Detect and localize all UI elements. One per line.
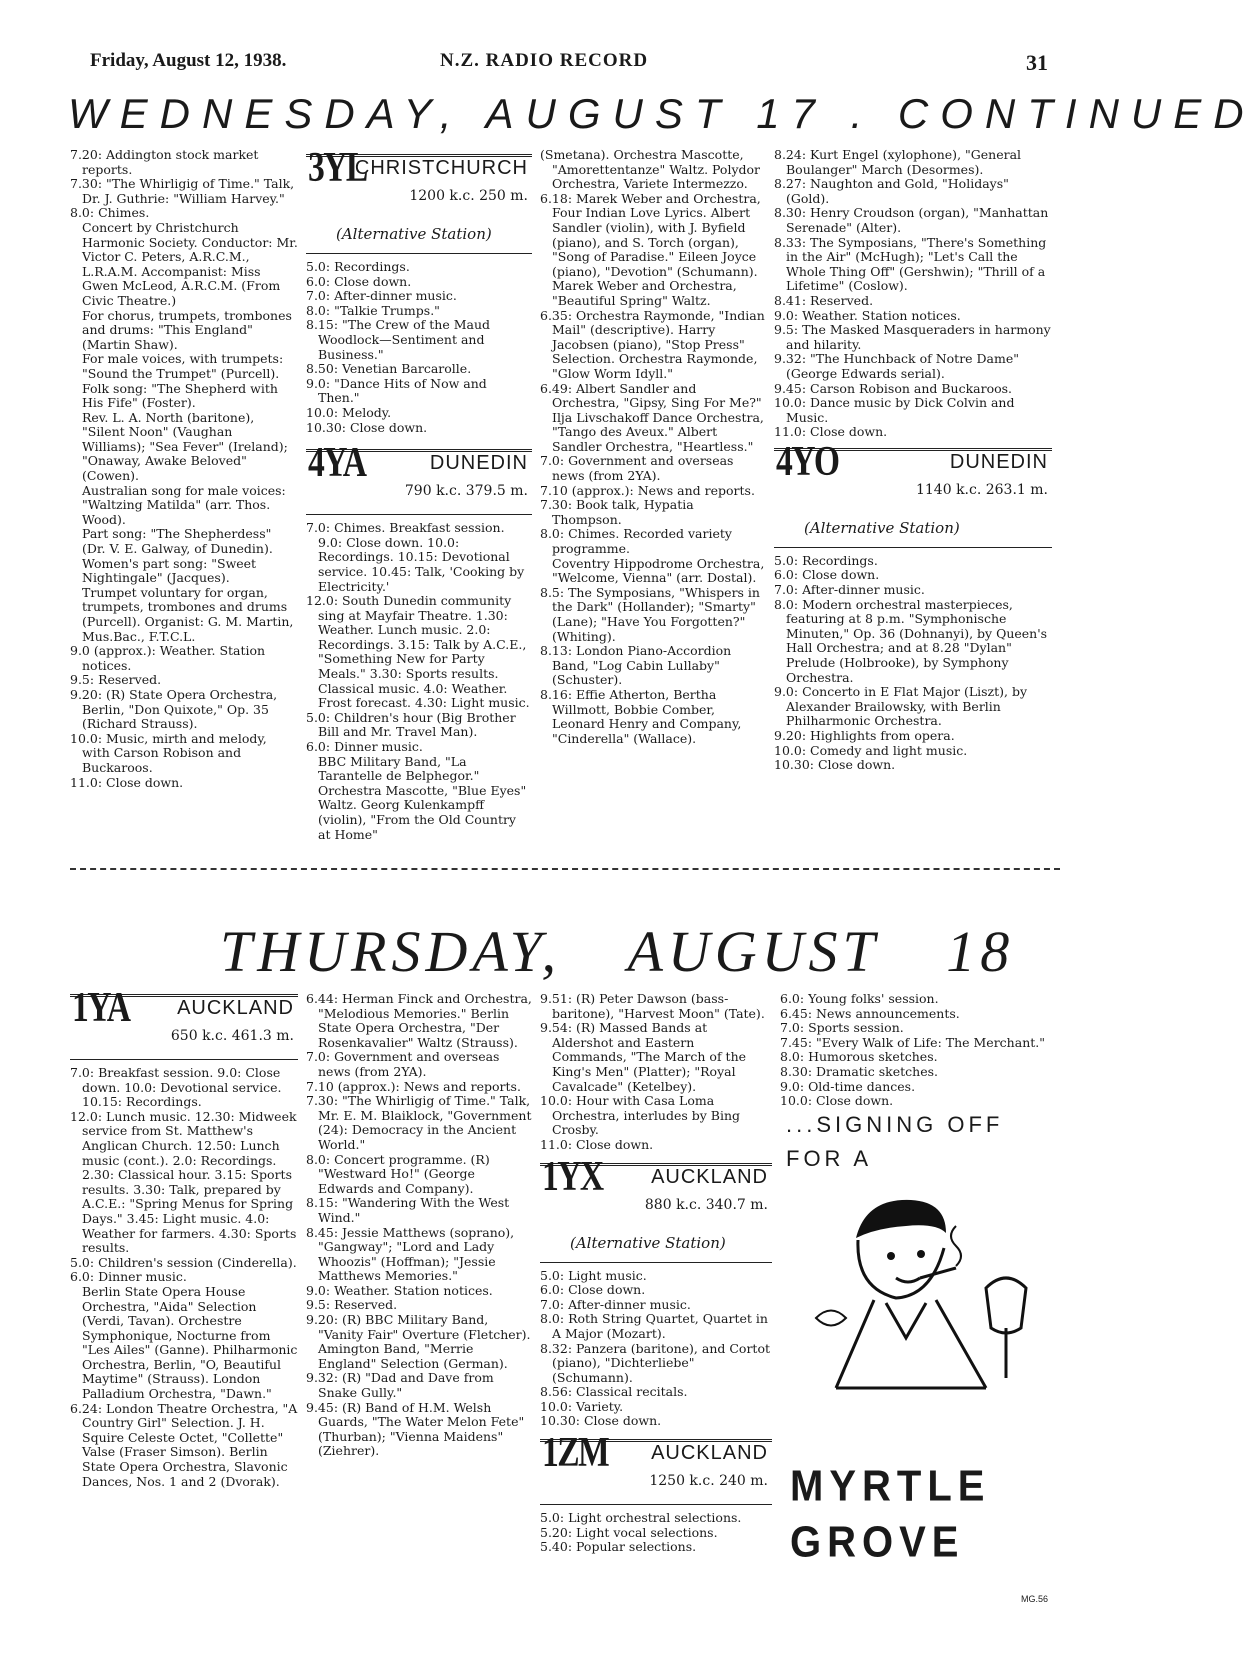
- program-entry: 5.0: Light music.: [540, 1267, 647, 1283]
- page-number: 31: [1026, 50, 1048, 75]
- program-entry: 6.0: Young folks' session.: [780, 991, 939, 1006]
- station-alternative: (Alternative Station): [570, 1233, 726, 1252]
- program-entry: 8.30: Dramatic sketches.: [780, 1063, 939, 1079]
- program-entry: 7.0: After-dinner music.: [306, 288, 457, 304]
- program-entry: 5.0: Recordings.: [774, 552, 878, 568]
- station-city: DUNEDIN: [949, 450, 1048, 473]
- program-entry: 8.30: Henry Croudson (organ), "Manhattan Serenade" (Alter).: [774, 205, 1049, 235]
- program-entry: 8.5: The Symposians, "Whispers in the Dark" (Hollander); "Smarty" (Lane); "Have You Forgotten?" (Whiting).: [540, 584, 760, 644]
- thursday-banner: THURSDAY, AUGUST 18: [220, 919, 1015, 984]
- program-entry: 8.24: Kurt Engel (xylophone), "General Boulanger" March (Desormes).: [774, 147, 1022, 177]
- myrtle-grove-advertisement: [786, 1112, 1056, 1632]
- program-entry: 9.20: (R) State Opera Orchestra, Berlin, "Don Quixote," Op. 35 (Richard Strauss).: [70, 686, 278, 732]
- program-list-wed-col4: [774, 148, 1052, 440]
- program-list-thu-col3: [540, 992, 772, 1153]
- station-block-4ya: [306, 440, 532, 515]
- station-city: CHRISTCHURCH: [354, 157, 528, 179]
- ad-brand-line-2: GROVE: [790, 1517, 965, 1567]
- program-list-1ya: [70, 1066, 298, 1489]
- program-entry: 7.0: After-dinner music.: [774, 582, 925, 598]
- program-entry: 11.0: Close down.: [774, 424, 888, 440]
- station-call: 3YL: [308, 145, 367, 191]
- program-entry: 7.0: Government and overseas news (from 2YA).: [540, 453, 734, 484]
- program-list-1yx: [540, 1269, 772, 1430]
- program-entry: Trumpet voluntary for organ, trumpets, trombones and drums (Purcell). Organist: G. M. Martin, Mus.Bac., F.T.C.L.: [82, 584, 294, 644]
- program-entry: 8.32: Panzera (baritone), and Cortot (piano), "Dichterliebe" (Schumann).: [540, 1340, 770, 1385]
- wed-column-1: [70, 148, 298, 790]
- program-entry: 9.32: "The Hunchback of Notre Dame" (George Edwards serial).: [774, 351, 1020, 381]
- program-entry: 9.45: (R) Band of H.M. Welsh Guards, "The Water Melon Fete" (Thurban); "Vienna Maidens" (Ziehrer).: [306, 1399, 525, 1459]
- station-frequency: 1250 k.c. 240 m.: [649, 1473, 768, 1490]
- station-frequency: 1200 k.c. 250 m.: [409, 188, 528, 204]
- station-frequency: 1140 k.c. 263.1 m.: [915, 481, 1048, 498]
- station-frequency: 650 k.c. 461.3 m.: [170, 1028, 294, 1044]
- program-entry: 10.0: Music, mirth and melody, with Carson Robison and Buckaroos.: [70, 730, 267, 775]
- program-entry: 8.0: Chimes. Recorded variety programme.: [540, 526, 732, 557]
- program-entry: 10.0: Comedy and light music.: [774, 742, 968, 758]
- program-entry: Coventry Hippodrome Orchestra, "Welcome, Vienna" (arr. Dostal).: [552, 555, 765, 586]
- wed-column-2: [306, 145, 532, 842]
- program-entry: (Smetana). Orchestra Mascotte, "Amorettentanze" Waltz. Polydor Orchestra, Variete Intermezzo.: [540, 147, 761, 192]
- program-entry: Amington Band, "Merrie England" Selection (German).: [318, 1341, 508, 1371]
- program-entry: BBC Military Band, "La Tarantelle de Belphegor." Orchestra Mascotte, "Blue Eyes" Waltz. Georg Kulenkampff (violin), "From the Old Country at Home": [318, 753, 527, 842]
- program-entry: 8.0: Modern orchestral masterpieces, featuring at 8 p.m. "Symphonische Minuten," Op. 36 (Dohnanyi), by Queen's Hall Orchestra; and at 8.28 "Dylan" Prelude (Holbrooke), by Symphony Orchestra.: [774, 596, 1048, 685]
- program-entry: 7.0: Government and overseas news (from 2YA).: [306, 1049, 500, 1079]
- program-entry: 8.16: Effie Atherton, Bertha Willmott, Bobbie Comber, Leonard Henry and Company, "Cinderella" (Wallace).: [540, 686, 742, 746]
- ad-code: MG.56: [1020, 1594, 1048, 1604]
- station-call: 1YA: [72, 985, 130, 1031]
- program-entry: Women's part song: "Sweet Nightingale" (Jacques).: [82, 555, 257, 586]
- program-entry: 7.0: Sports session.: [780, 1020, 904, 1036]
- program-entry: Rev. L. A. North (baritone), "Silent Noon" (Vaughan Williams); "Sea Fever" (Ireland); "Onaway, Awake Beloved" (Cowen).: [82, 409, 288, 484]
- program-entry: 8.45: Jessie Matthews (soprano), "Gangway"; "Lord and Lady Whoozis" (Hoffman); "Jessie Matthews Memories.": [306, 1224, 515, 1284]
- wed-column-4: [774, 148, 1052, 773]
- station-alternative: (Alternative Station): [804, 518, 960, 537]
- program-entry: 10.30: Close down.: [540, 1413, 662, 1429]
- program-entry: 8.41: Reserved.: [774, 292, 874, 308]
- wednesday-banner: WEDNESDAY, AUGUST 17 . CONTINUED: [68, 90, 1256, 137]
- program-entry: 5.40: Popular selections.: [540, 1539, 697, 1555]
- program-entry: 12.0: Lunch music. 12.30: Midweek service from St. Matthew's Anglican Church. 12.50: Lunch music (cont.). 2.0: Recordings. 2.30: Classical hour. 3.15: Sports results. 3.30: Talk, prepared by A.C.E.: "Spring Menus for Spring Days." 3.45: Light music. 4.0: Weather for farmers. 4.30: Sports results.: [70, 1108, 297, 1256]
- program-entry: 9.0: Weather. Station notices.: [306, 1282, 493, 1298]
- program-entry: 9.54: (R) Massed Bands at Aldershot and Eastern Commands, "The March of the King's Men" (Platter); "Royal Cavalcade" (Ketelbey).: [540, 1020, 747, 1094]
- program-entry: 6.0: Close down.: [306, 273, 412, 289]
- program-entry: 6.0: Dinner music.: [70, 1269, 187, 1285]
- program-entry: 6.49: Albert Sandler and Orchestra, "Gipsy, Sing For Me?" Ilja Livschakoff Dance Orchestra, "Tango des Aveux." Albert Sandler Orchestra, "Heartless.": [540, 380, 764, 454]
- station-block-4yo: [774, 438, 1052, 548]
- program-list-4yo: [774, 554, 1052, 773]
- ad-brand-line-1: MYRTLE: [790, 1461, 991, 1511]
- program-entry: 9.5: Reserved.: [70, 672, 162, 688]
- station-city: AUCKLAND: [177, 997, 294, 1019]
- station-call: 1YX: [542, 1153, 603, 1200]
- program-list-4ya: [306, 521, 532, 842]
- program-entry: Part song: "The Shepherdess" (Dr. V. E. Galway, of Dunedin).: [82, 526, 273, 557]
- station-city: AUCKLAND: [651, 1442, 768, 1465]
- program-entry: 7.0: After-dinner music.: [540, 1296, 691, 1312]
- thu-column-3: [540, 992, 772, 1555]
- program-entry: 9.45: Carson Robison and Buckaroos.: [774, 380, 1013, 396]
- program-entry: 8.15: "Wandering With the West Wind.": [306, 1195, 510, 1225]
- program-entry: 8.0: Humorous sketches.: [780, 1049, 938, 1065]
- program-entry: Folk song: "The Shepherd with His Fife" (Foster).: [82, 380, 278, 411]
- wed-column-3: [540, 148, 766, 746]
- program-entry: 8.0: Chimes.: [70, 205, 150, 221]
- program-entry: 5.0: Children's hour (Big Brother Bill and Mr. Travel Man).: [306, 709, 516, 740]
- program-entry: 7.10 (approx.): News and reports.: [540, 482, 755, 498]
- program-list-1zm: [540, 1511, 772, 1555]
- program-entry: 10.0: Hour with Casa Loma Orchestra, interludes by Bing Crosby.: [540, 1093, 741, 1138]
- program-entry: 5.20: Light vocal selections.: [540, 1524, 718, 1540]
- program-entry: 12.0: South Dunedin community sing at Mayfair Theatre. 1.30: Weather. Lunch music. 2.0: Recordings. 3.15: Talk by A.C.E., "Something New for Party Meals." 3.30: Sports results. Classical music. 4.0: Weather. Frost forecast. 4.30: Light music.: [306, 593, 530, 711]
- station-city: DUNEDIN: [429, 452, 528, 475]
- program-entry: 7.20: Addington stock market reports.: [70, 147, 259, 177]
- program-entry: 5.0: Light orchestral selections.: [540, 1510, 742, 1526]
- program-entry: 6.0: Close down.: [774, 567, 880, 583]
- program-entry: 5.0: Recordings.: [306, 259, 410, 274]
- station-call: 1ZM: [542, 1430, 609, 1477]
- section-divider: [70, 868, 1060, 870]
- program-entry: Australian song for male voices: "Waltzing Matilda" (arr. Thos. Wood).: [82, 482, 286, 527]
- program-entry: 9.20: (R) BBC Military Band, "Vanity Fair" Overture (Fletcher).: [306, 1312, 531, 1342]
- program-entry: 7.0: Breakfast session. 9.0: Close down. 10.0: Devotional service. 10.15: Recordings.: [70, 1065, 282, 1110]
- station-block-1zm: [540, 1430, 772, 1505]
- program-entry: 9.0: Weather. Station notices.: [774, 307, 961, 323]
- program-entry: 7.30: "The Whirligig of Time." Talk, Dr. J. Guthrie: "William Harvey.": [70, 176, 295, 206]
- page-header: [90, 50, 1048, 76]
- station-frequency: 880 k.c. 340.7 m.: [644, 1196, 768, 1213]
- program-entry: Concert by Christchurch Harmonic Society. Conductor: Mr. Victor C. Peters, A.R.C.M., L.R.A.M. Accompanist: Miss Gwen McLeod, A.R.C.M. (From Civic Theatre.): [82, 219, 298, 308]
- program-entry: 8.13: London Piano-Accordion Band, "Log Cabin Lullaby" (Schuster).: [540, 643, 732, 688]
- program-entry: 8.0: "Talkie Trumps.": [306, 302, 440, 318]
- program-entry: 9.0 (approx.): Weather. Station notices.: [70, 643, 266, 673]
- ad-tagline-2: FOR A: [786, 1146, 873, 1171]
- program-entry: 9.5: Reserved.: [306, 1297, 398, 1313]
- program-entry: 6.24: London Theatre Orchestra, "A Country Girl" Selection. J. H. Squire Celeste Octet, "Collette" Valse (Fraser Simson). Berlin State Opera Orchestra, Slavonic Dances, Nos. 1 and 2 (Dvorak).: [70, 1400, 298, 1489]
- station-frequency: 790 k.c. 379.5 m.: [404, 483, 528, 500]
- program-entry: 9.0: "Dance Hits of Now and Then.": [306, 375, 487, 406]
- program-entry: 6.44: Herman Finck and Orchestra, "Melodious Memories." Berlin State Opera Orchestra, "Der Rosenkavalier" Waltz (Strauss).: [306, 991, 532, 1050]
- program-entry: 10.0: Variety.: [540, 1398, 624, 1414]
- program-entry: 8.0: Roth String Quartet, Quartet in A Major (Mozart).: [540, 1311, 768, 1341]
- thu-column-4: [780, 992, 1050, 1109]
- program-entry: 7.45: "Every Walk of Life: The Merchant.": [780, 1034, 1045, 1050]
- thu-column-1: [70, 985, 298, 1489]
- program-entry: 8.56: Classical recitals.: [540, 1384, 688, 1400]
- thu-column-2: [306, 992, 532, 1459]
- publication-title: N.Z. RADIO RECORD: [440, 50, 649, 71]
- program-entry: 8.27: Naughton and Gold, "Holidays" (Gold).: [774, 176, 1009, 206]
- program-entry: 6.18: Marek Weber and Orchestra, Four Indian Love Lyrics. Albert Sandler (violin), with J. Byfield (piano), and S. Torch (organ), "Song of Paradise." Eileen Joyce (piano), "Devotion" (Schumann). Marek Weber and Orchestra, "Beautiful Spring" Waltz.: [540, 190, 761, 308]
- program-entry: 7.30: "The Whirligig of Time." Talk, Mr. E. M. Blaiklock, "Government (24): Democracy in the Ancient World.": [306, 1093, 532, 1152]
- program-entry: 6.35: Orchestra Raymonde, "Indian Mail" (descriptive). Harry Jacobsen (piano), "Stop Press" Selection. Orchestra Raymonde, "Glow Worm Idyll.": [540, 307, 765, 381]
- program-entry: 8.15: "The Crew of the Maud Woodlock—Sentiment and Business.": [306, 317, 491, 362]
- program-entry: 7.30: Book talk, Hypatia Thompson.: [540, 497, 694, 527]
- program-list-3yl: [306, 260, 532, 435]
- station-block-1ya: [70, 985, 298, 1060]
- program-entry: Berlin State Opera House Orchestra, "Aida" Selection (Verdi, Tavan). Orchestre Symphonique, Nocturne from "Les Ailes" (Ganne). Philharmonic Orchestra, Berlin, "O, Beautiful Maytime" (Strauss). London Palladium Orchestra, "Dawn.": [82, 1283, 298, 1402]
- program-entry: For chorus, trumpets, trombones and drums: "This England" (Martin Shaw).: [82, 307, 292, 352]
- program-entry: 7.10 (approx.): News and reports.: [306, 1078, 521, 1094]
- program-entry: 9.0: Concerto in E Flat Major (Liszt), by Alexander Brailowsky, with Berlin Philharmonic Orchestra.: [774, 684, 1028, 729]
- program-entry: 11.0: Close down.: [70, 774, 184, 790]
- program-entry: 8.33: The Symposians, "There's Something in the Air" (McHugh); "Let's Call the Whole Thing Off" (Gershwin); "Thrill of a Lifetime" (Coslow).: [774, 234, 1047, 294]
- program-entry: 9.5: The Masked Masqueraders in harmony and hilarity.: [774, 322, 1051, 352]
- station-alternative: (Alternative Station): [336, 225, 492, 243]
- program-entry: 9.32: (R) "Dad and Dave from Snake Gully.": [306, 1370, 494, 1401]
- program-entry: 5.0: Children's session (Cinderella).: [70, 1254, 297, 1270]
- station-call: 4YO: [776, 438, 839, 485]
- station-city: AUCKLAND: [651, 1165, 768, 1188]
- program-entry: 9.51: (R) Peter Dawson (bass-baritone), "Harvest Moon" (Tate).: [540, 991, 765, 1021]
- smoking-man-illustration: [796, 1178, 1046, 1418]
- program-entry: 10.0: Close down.: [780, 1093, 894, 1109]
- ad-tagline-1: ...SIGNING OFF: [786, 1112, 1004, 1137]
- issue-date: Friday, August 12, 1938.: [90, 50, 287, 71]
- program-entry: 10.30: Close down.: [306, 419, 428, 435]
- program-entry: 8.50: Venetian Barcarolle.: [306, 361, 472, 377]
- program-entry: 11.0: Close down.: [540, 1136, 654, 1152]
- program-entry: 8.0: Concert programme. (R) "Westward Ho!" (George Edwards and Company).: [306, 1151, 490, 1196]
- program-entry: 6.45: News announcements.: [780, 1005, 960, 1021]
- program-entry: 9.20: Highlights from opera.: [774, 728, 955, 743]
- program-entry: 10.0: Dance music by Dick Colvin and Music.: [774, 395, 1015, 425]
- program-entry: 10.30: Close down.: [774, 757, 896, 773]
- program-entry: 9.0: Old-time dances.: [780, 1078, 916, 1094]
- station-block-3yl: [306, 145, 532, 254]
- program-entry: 6.0: Dinner music.: [306, 739, 423, 755]
- program-entry: For male voices, with trumpets: "Sound the Trumpet" (Purcell).: [82, 351, 284, 381]
- program-entry: 7.0: Chimes. Breakfast session. 9.0: Close down. 10.0: Recordings. 10.15: Devotional service. 10.45: Talk, 'Cooking by Electricity.': [306, 520, 525, 594]
- program-entry: 6.0: Close down.: [540, 1282, 646, 1298]
- station-block-1yx: [540, 1153, 772, 1263]
- program-entry: 10.0: Melody.: [306, 404, 392, 420]
- station-call: 4YA: [308, 440, 366, 487]
